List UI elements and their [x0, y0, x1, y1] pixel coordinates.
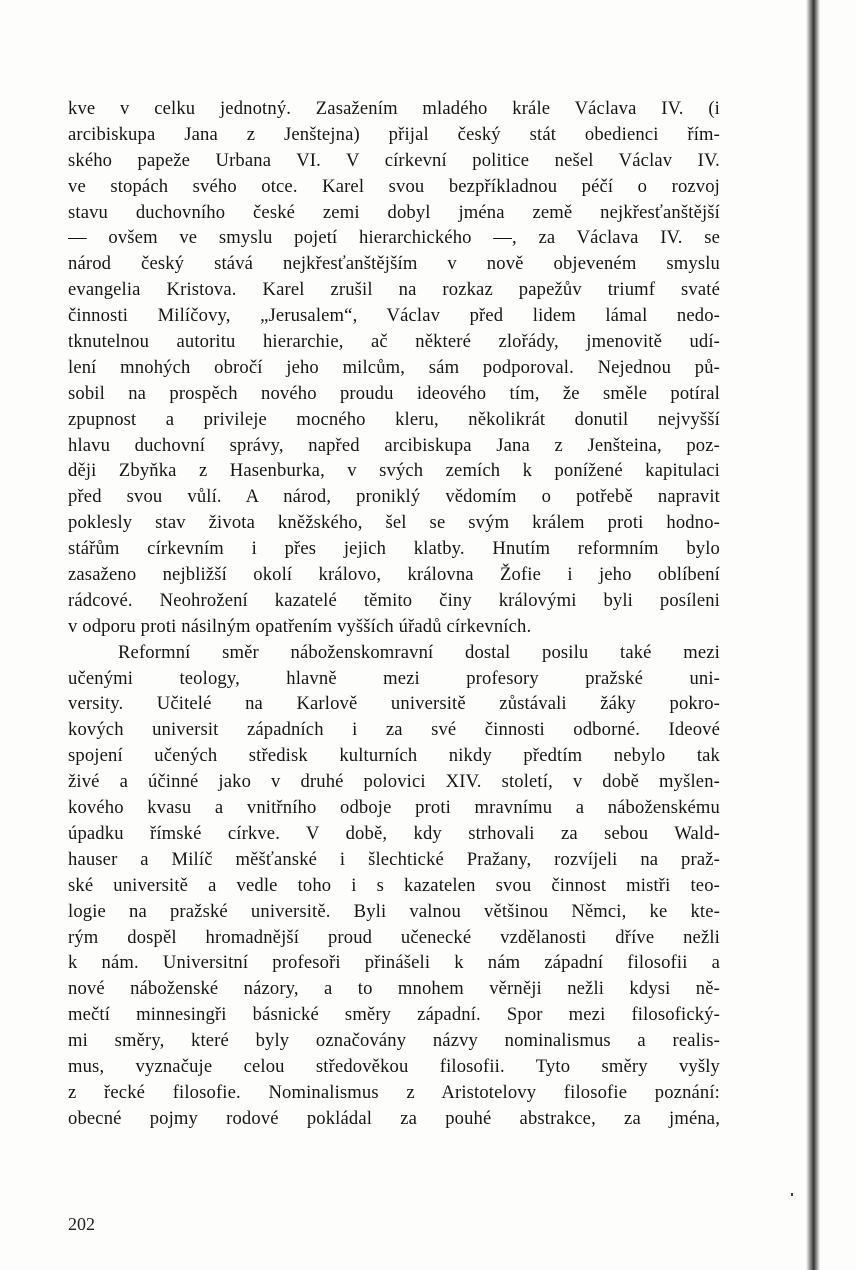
text-line: v odporu proti násilným opatřením vyšších úřadů církevních.	[68, 615, 532, 637]
text-line: učenými teology, hlavně mezi profesory pražské uni-	[68, 667, 720, 689]
text-line: ské universitě a vedle toho i s kazatelen svou činnost mistři teo-	[68, 874, 720, 896]
text-line: rým dospěl hromadnější proud učenecké vzdělanosti dříve nežli	[68, 926, 720, 948]
text-line: versity. Učitelé na Karlově universitě zůstávali žáky pokro-	[68, 693, 720, 715]
scan-speck	[791, 1193, 793, 1196]
body-text	[68, 96, 720, 1132]
text-line: poklesly stav života kněžského, šel se svým králem proti hodno-	[68, 512, 720, 534]
text-line: evangelia Kristova. Karel zrušil na rozkaz papežův triumf svaté	[68, 279, 720, 301]
page-number: 202	[68, 1214, 95, 1234]
text-line: národ český stává nejkřesťanštějším v nově objeveném smyslu	[68, 253, 720, 275]
text-line: mus, vyznačuje celou středověkou filosofii. Tyto směry vyšly	[68, 1055, 720, 1077]
text-line: rádcové. Neohrožení kazatelé těmito činy královými byli posíleni	[68, 589, 720, 611]
text-line: ve stopách svého otce. Karel svou bezpříkladnou péčí o rozvoj	[68, 175, 720, 197]
text-line: zpupnost a privileje mocného kleru, několikrát donutil nejvyšší	[68, 408, 720, 430]
text-line: stavu duchovního české zemi dobyl jména země nejkřesťanštější	[68, 201, 720, 223]
text-line: hauser a Milíč měšťanské i šlechtické Pražany, rozvíjeli na praž-	[68, 848, 720, 870]
text-line: obecné pojmy rodové pokládal za pouhé abstrakce, za jména,	[68, 1107, 720, 1129]
text-line: činnosti Milíčovy, „Jerusalem“, Václav před lidem lámal nedo-	[68, 305, 720, 327]
text-line: k nám. Universitní profesoři přinášeli k nám západní filosofii a	[68, 952, 720, 974]
book-spine-shadow	[806, 0, 820, 1270]
text-line: logie na pražské universitě. Byli valnou většinou Němci, ke kte-	[68, 900, 720, 922]
text-line: lení mnohých obročí jeho milcům, sám podporoval. Nejednou pů-	[68, 356, 720, 378]
text-line: sobil na prospěch nového proudu ideového tím, že směle potíral	[68, 382, 720, 404]
text-line: živé a účinné jako v druhé polovici XIV. století, v době myšlen-	[68, 771, 720, 793]
text-line: kových universit západních i za své činnosti odborné. Ideové	[68, 719, 720, 741]
text-line: hlavu duchovní správy, napřed arcibiskupa Jana z Jenšteina, poz-	[68, 434, 720, 456]
text-line: před svou vůlí. A národ, proniklý vědomím o potřebě napravit	[68, 486, 720, 508]
text-line: mi směry, které byly označovány názvy nominalismus a realis-	[68, 1030, 720, 1052]
text-line: mečtí minnesingři básnické směry západní. Spor mezi filosofický-	[68, 1004, 720, 1026]
text-line: z řecké filosofie. Nominalismus z Aristotelovy filosofie poznání:	[68, 1081, 720, 1103]
text-line: zasaženo nejbližší okolí královo, královna Žofie i jeho oblíbení	[68, 564, 720, 586]
text-line: ději Zbyňka z Hasenburka, v svých zemích k ponížené kapitulaci	[68, 460, 720, 482]
text-line: kového kvasu a vnitřního odboje proti mravnímu a náboženskému	[68, 797, 720, 819]
text-line: — ovšem ve smyslu pojetí hierarchického —, za Václava IV. se	[68, 227, 720, 249]
text-line: úpadku římské církve. V době, kdy strhovali za sebou Wald-	[68, 822, 720, 844]
text-line: arcibiskupa Jana z Jenštejna) přijal český stát obedienci řím-	[68, 123, 720, 145]
text-line: kve v celku jednotný. Zasažením mladého krále Václava IV. (i	[68, 98, 720, 119]
text-line: spojení učených středisk kulturních nikdy předtím nebylo tak	[68, 745, 720, 767]
text-line: tknutelnou autoritu hierarchie, ač některé zlořády, jmenovitě udí-	[68, 331, 720, 353]
text-line: ského papeže Urbana VI. V církevní politice nešel Václav IV.	[68, 149, 720, 171]
text-line: stářům církevním i přes jejich klatby. Hnutím reformním bylo	[68, 538, 720, 560]
text-line: nové náboženské názory, a to mnohem věrněji nežli kdysi ně-	[68, 978, 720, 1000]
text-line: Reformní směr náboženskomravní dostal posilu také mezi	[118, 641, 720, 663]
